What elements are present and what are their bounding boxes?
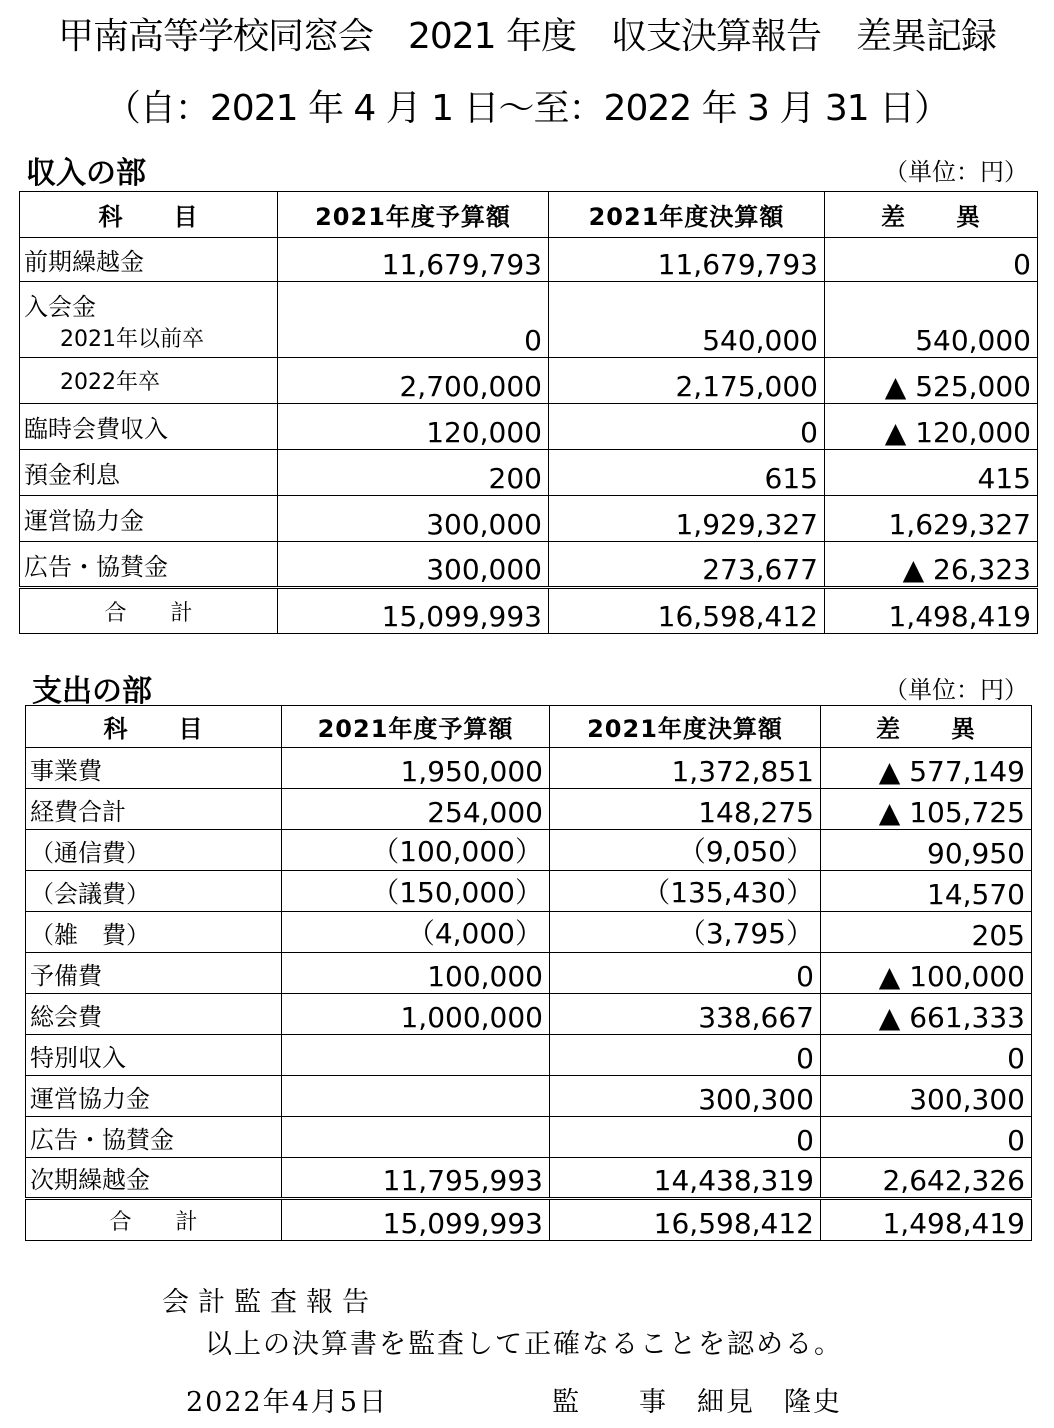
budget-cell: 1,950,000 xyxy=(282,748,550,789)
item-sublabel: 2021年以前卒 xyxy=(60,326,204,352)
expense-table xyxy=(25,705,1032,1241)
income-table xyxy=(19,191,1038,634)
budget-cell: 300,000 xyxy=(278,496,549,542)
row-label: 次期繰越金 xyxy=(26,1158,282,1199)
actual-total: 16,598,412 xyxy=(550,1199,821,1241)
income-row xyxy=(20,496,1038,542)
budget-cell: 11,679,793 xyxy=(278,238,549,282)
auditor-signature: 監 事 細見 隆史 xyxy=(552,1387,842,1418)
row-label xyxy=(20,542,278,588)
header-difference: 差 異 xyxy=(825,192,1038,238)
income-row xyxy=(20,450,1038,496)
difference-cell: 2,642,326 xyxy=(821,1158,1032,1199)
row-label: 広告・協賛金 xyxy=(26,1117,282,1158)
audit-report-title: 会計監査報告 xyxy=(162,1287,378,1318)
audit-statement: 以上の決算書を監査して正確なることを認める。 xyxy=(205,1329,843,1360)
actual-cell: 338,667 xyxy=(550,994,821,1035)
difference-cell: 90,950 xyxy=(821,830,1032,871)
budget-cell: （100,000） xyxy=(282,830,550,871)
difference-cell: 14,570 xyxy=(821,871,1032,912)
total-label: 合 計 xyxy=(26,1199,282,1241)
actual-cell: 0 xyxy=(550,953,821,994)
row-label: 事業費 xyxy=(26,748,282,789)
difference-cell: ▲ 105,725 xyxy=(821,789,1032,830)
row-label xyxy=(20,404,278,450)
row-label: （雑 費） xyxy=(26,912,282,953)
expense-row xyxy=(26,830,1032,871)
row-label: （会議費） xyxy=(26,871,282,912)
difference-cell: ▲ 26,323 xyxy=(825,542,1038,588)
expense-row xyxy=(26,1117,1032,1158)
actual-cell: 1,929,327 xyxy=(549,496,825,542)
expense-total-row xyxy=(26,1199,1032,1241)
difference-total: 1,498,419 xyxy=(825,588,1038,634)
income-row xyxy=(20,358,1038,404)
budget-cell xyxy=(282,1035,550,1076)
actual-cell: 0 xyxy=(549,404,825,450)
budget-cell xyxy=(282,1117,550,1158)
income-section-title: 収入の部 xyxy=(26,156,146,191)
expense-row xyxy=(26,912,1032,953)
budget-cell: （150,000） xyxy=(282,871,550,912)
budget-cell: 2,700,000 xyxy=(278,358,549,404)
difference-cell: 540,000 xyxy=(825,282,1038,358)
expense-row xyxy=(26,1035,1032,1076)
budget-cell: （4,000） xyxy=(282,912,550,953)
row-label: 経費合計 xyxy=(26,789,282,830)
row-label: （通信費） xyxy=(26,830,282,871)
header-actual: 2021年度決算額 xyxy=(550,706,821,748)
header-actual: 2021年度決算額 xyxy=(549,192,825,238)
actual-cell: 2,175,000 xyxy=(549,358,825,404)
budget-cell: 200 xyxy=(278,450,549,496)
audit-date: 2022年4月5日 xyxy=(186,1387,389,1418)
item-label: 臨時会費収入 xyxy=(24,415,168,443)
difference-cell: 0 xyxy=(821,1035,1032,1076)
document-period: （自：2021 年 4 月 1 日～至：2022 年 3 月 31 日） xyxy=(104,88,950,129)
row-label xyxy=(20,496,278,542)
row-label xyxy=(20,238,278,282)
expense-row xyxy=(26,789,1032,830)
difference-cell: ▲ 661,333 xyxy=(821,994,1032,1035)
income-header-row xyxy=(20,192,1038,238)
difference-cell: 300,300 xyxy=(821,1076,1032,1117)
item-sublabel: 2022年卒 xyxy=(60,370,160,395)
item-label: 広告・協賛金 xyxy=(24,552,168,581)
difference-cell: 205 xyxy=(821,912,1032,953)
income-row xyxy=(20,282,1038,358)
difference-cell: ▲ 100,000 xyxy=(821,953,1032,994)
income-row xyxy=(20,404,1038,450)
budget-total: 15,099,993 xyxy=(282,1199,550,1241)
expense-row xyxy=(26,748,1032,789)
total-label: 合 計 xyxy=(20,588,278,634)
item-label: 預金利息 xyxy=(24,461,120,489)
difference-total: 1,498,419 xyxy=(821,1199,1032,1241)
header-item: 科 目 xyxy=(26,706,282,748)
actual-cell: （135,430） xyxy=(550,871,821,912)
actual-cell: 0 xyxy=(550,1035,821,1076)
budget-cell: 11,795,993 xyxy=(282,1158,550,1199)
row-label: 予備費 xyxy=(26,953,282,994)
difference-cell: ▲ 577,149 xyxy=(821,748,1032,789)
expense-row xyxy=(26,994,1032,1035)
expense-row xyxy=(26,1076,1032,1117)
difference-cell: 1,629,327 xyxy=(825,496,1038,542)
budget-cell: 254,000 xyxy=(282,789,550,830)
difference-cell: 0 xyxy=(821,1117,1032,1158)
budget-cell: 100,000 xyxy=(282,953,550,994)
row-label xyxy=(20,282,278,358)
header-difference: 差 異 xyxy=(821,706,1032,748)
row-label: 特別収入 xyxy=(26,1035,282,1076)
budget-cell: 0 xyxy=(278,282,549,358)
header-budget: 2021年度予算額 xyxy=(278,192,549,238)
actual-cell: 615 xyxy=(549,450,825,496)
difference-cell: ▲ 525,000 xyxy=(825,358,1038,404)
actual-cell: 540,000 xyxy=(549,282,825,358)
difference-cell: ▲ 120,000 xyxy=(825,404,1038,450)
row-label xyxy=(20,450,278,496)
item-label: 入会金 xyxy=(24,292,96,321)
difference-cell: 415 xyxy=(825,450,1038,496)
expense-row xyxy=(26,871,1032,912)
income-row xyxy=(20,238,1038,282)
income-unit-label: （単位：円） xyxy=(884,158,1028,186)
row-label: 総会費 xyxy=(26,994,282,1035)
actual-cell: 11,679,793 xyxy=(549,238,825,282)
row-label: 運営協力金 xyxy=(26,1076,282,1117)
expense-section-title: 支出の部 xyxy=(32,674,152,709)
budget-cell xyxy=(282,1076,550,1117)
income-row xyxy=(20,542,1038,588)
actual-cell: 0 xyxy=(550,1117,821,1158)
actual-cell: （3,795） xyxy=(550,912,821,953)
budget-total: 15,099,993 xyxy=(278,588,549,634)
budget-cell: 300,000 xyxy=(278,542,549,588)
actual-cell: 148,275 xyxy=(550,789,821,830)
income-total-row xyxy=(20,588,1038,634)
actual-total: 16,598,412 xyxy=(549,588,825,634)
budget-cell: 1,000,000 xyxy=(282,994,550,1035)
expense-row xyxy=(26,1158,1032,1199)
actual-cell: 300,300 xyxy=(550,1076,821,1117)
item-label: 運営協力金 xyxy=(24,507,144,535)
header-budget: 2021年度予算額 xyxy=(282,706,550,748)
header-item: 科 目 xyxy=(20,192,278,238)
budget-cell: 120,000 xyxy=(278,404,549,450)
expense-header-row xyxy=(26,706,1032,748)
expense-row xyxy=(26,953,1032,994)
difference-cell: 0 xyxy=(825,238,1038,282)
item-label: 前期繰越金 xyxy=(24,248,144,276)
actual-cell: 1,372,851 xyxy=(550,748,821,789)
actual-cell: 273,677 xyxy=(549,542,825,588)
document-title: 甲南高等学校同窓会 2021 年度 収支決算報告 差異記録 xyxy=(57,16,997,57)
expense-unit-label: （単位：円） xyxy=(884,676,1028,704)
actual-cell: （9,050） xyxy=(550,830,821,871)
actual-cell: 14,438,319 xyxy=(550,1158,821,1199)
row-label xyxy=(20,358,278,404)
